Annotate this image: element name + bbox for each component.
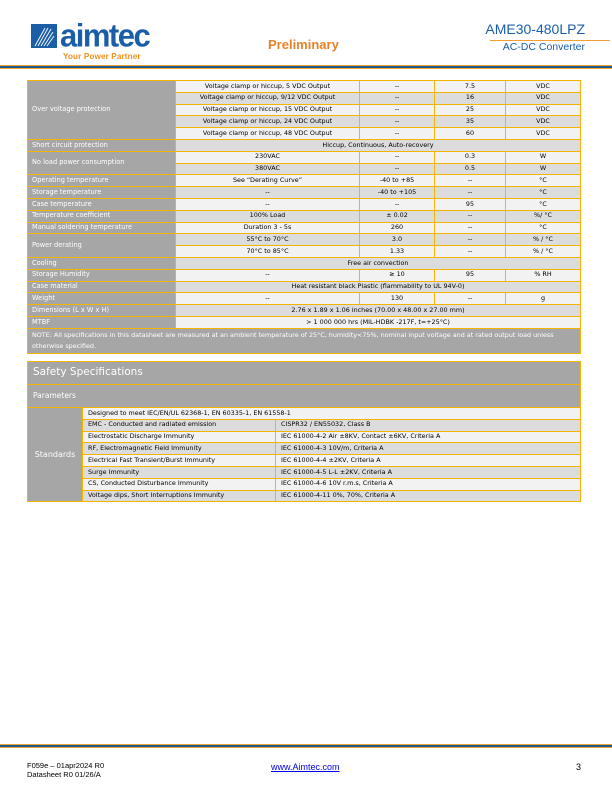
unit-cell: % / °C: [506, 234, 581, 246]
table-row: [28, 385, 581, 408]
row-label: Manual soldering temperature: [28, 222, 176, 234]
table-row: [28, 431, 581, 443]
table-row: [28, 81, 581, 93]
unit-cell: W: [506, 151, 581, 163]
aimtec-logo: [31, 17, 161, 64]
condition-cell: Voltage clamp or hiccup, 48 VDC Output: [176, 128, 360, 140]
value-cell: --: [360, 104, 435, 116]
condition-cell: Voltage clamp or hiccup, 15 VDC Output: [176, 104, 360, 116]
unit-cell: VDC: [506, 104, 581, 116]
value-cell: 3.0: [360, 234, 435, 246]
table-row: [28, 222, 581, 234]
parameters-header: Parameters: [28, 385, 581, 408]
row-label: Weight: [28, 293, 176, 305]
value-cell: 260: [360, 222, 435, 234]
value-cell: Free air convection: [176, 257, 581, 269]
table-row: [28, 139, 581, 151]
row-label: MTBF: [28, 316, 176, 328]
row-label: Storage Humidity: [28, 269, 176, 281]
value-cell: --: [360, 198, 435, 210]
row-label: Dimensions (L x W x H): [28, 305, 176, 317]
value-cell: Hiccup, Continuous, Auto-recovery: [176, 139, 581, 151]
condition-cell: 100% Load: [176, 210, 360, 222]
unit-cell: % / °C: [506, 246, 581, 258]
value-cell: ≥ 10: [360, 269, 435, 281]
table-row: [28, 175, 581, 187]
logo-tagline: Your Power Partner: [63, 52, 141, 61]
table-row: [28, 478, 581, 490]
table-row: [28, 490, 581, 502]
header-divider: [0, 65, 612, 69]
condition-cell: 230VAC: [176, 151, 360, 163]
standard-value: CISPR32 / EN55032, Class B: [276, 419, 581, 431]
standard-item: Electrostatic Discharge Immunity: [83, 431, 276, 443]
value-cell: --: [435, 246, 506, 258]
value-cell: 60: [435, 128, 506, 140]
table-row: [28, 198, 581, 210]
condition-cell: Voltage clamp or hiccup, 9/12 VDC Output: [176, 92, 360, 104]
value-cell: --: [435, 222, 506, 234]
document-codes: [27, 762, 104, 779]
table-row: [28, 187, 581, 199]
value-cell: 16: [435, 92, 506, 104]
unit-cell: °C: [506, 198, 581, 210]
general-specifications-table: [27, 80, 581, 354]
footer-divider: [0, 744, 612, 748]
page-number: 3: [576, 762, 582, 772]
table-row: [28, 408, 581, 420]
row-label: Over voltage protection: [28, 81, 176, 140]
row-label: Storage temperature: [28, 187, 176, 199]
condition-cell: 70°C to 85°C: [176, 246, 360, 258]
unit-cell: °C: [506, 187, 581, 199]
value-cell: -40 to +105: [360, 187, 435, 199]
unit-cell: °C: [506, 175, 581, 187]
condition-cell: See “Derating Curve”: [176, 175, 360, 187]
value-cell: -40 to +85: [360, 175, 435, 187]
table-row: [28, 210, 581, 222]
unit-cell: VDC: [506, 81, 581, 93]
condition-cell: 380VAC: [176, 163, 360, 175]
table-row: [28, 419, 581, 431]
value-cell: 35: [435, 116, 506, 128]
row-label: Short circuit protection: [28, 139, 176, 151]
table-row: [28, 281, 581, 293]
document-status: Preliminary: [268, 37, 339, 52]
logo-mark-icon: [31, 24, 57, 48]
unit-cell: W: [506, 163, 581, 175]
standard-value: IEC 61000-4-6 10V r.m.s, Criteria A: [276, 478, 581, 490]
value-cell: > 1 000 000 hrs (MIL-HDBK -217F, t=+25°C): [176, 316, 581, 328]
value-cell: --: [435, 293, 506, 305]
condition-cell: Voltage clamp or hiccup, 24 VDC Output: [176, 116, 360, 128]
value-cell: --: [360, 163, 435, 175]
table-row: [28, 328, 581, 353]
standard-value: IEC 61000-4-2 Air ±8KV, Contact ±6KV, Criteria A: [276, 431, 581, 443]
designed-to-cell: Designed to meet IEC/EN/UL 62368-1, EN 60335-1, EN 61558-1: [83, 408, 581, 420]
value-cell: --: [435, 175, 506, 187]
row-label: No load power consumption: [28, 151, 176, 175]
unit-cell: VDC: [506, 92, 581, 104]
value-cell: 7.5: [435, 81, 506, 93]
value-cell: --: [435, 187, 506, 199]
standard-value: IEC 61000-4-3 10V/m, Criteria A: [276, 443, 581, 455]
value-cell: 0.3: [435, 151, 506, 163]
row-label: Operating temperature: [28, 175, 176, 187]
datasheet-revision: Datasheet R0 01/26/A: [27, 769, 101, 779]
table-row: [28, 466, 581, 478]
table-row: [28, 269, 581, 281]
value-cell: 1.33: [360, 246, 435, 258]
standard-item: Electrical Fast Transient/Burst Immunity: [83, 455, 276, 467]
row-label: Case material: [28, 281, 176, 293]
page-header: [0, 0, 612, 70]
condition-cell: --: [176, 198, 360, 210]
table-row: [28, 443, 581, 455]
standard-value: IEC 61000-4-4 ±2KV, Criteria A: [276, 455, 581, 467]
spec-note: NOTE: All specifications in this datasheet are measured at an ambient temperature of 25°C, humidity<75%, nominal input voltage and at rated output load unless otherwise specified.: [28, 328, 581, 353]
standard-item: CS, Conducted Disturbance Immunity: [83, 478, 276, 490]
standard-item: RF, Electromagnetic Field Immunity: [83, 443, 276, 455]
unit-cell: % RH: [506, 269, 581, 281]
logo-wordmark: aimtec: [60, 17, 150, 54]
value-cell: ± 0.02: [360, 210, 435, 222]
value-cell: --: [360, 92, 435, 104]
value-cell: Heat resistant black Plastic (flammability to UL 94V-0): [176, 281, 581, 293]
row-label: Case temperature: [28, 198, 176, 210]
table-row: [28, 305, 581, 317]
condition-cell: 55°C to 70°C: [176, 234, 360, 246]
value-cell: --: [360, 151, 435, 163]
table-row: [28, 234, 581, 246]
value-cell: 0.5: [435, 163, 506, 175]
table-row: [28, 316, 581, 328]
condition-cell: Voltage clamp or hiccup, 5 VDC Output: [176, 81, 360, 93]
standard-item: Voltage dips, Short Interruptions Immunity: [83, 490, 276, 502]
website-link[interactable]: www.Aimtec.com: [271, 762, 340, 772]
unit-cell: g: [506, 293, 581, 305]
row-label: Power derating: [28, 234, 176, 258]
standard-item: Surge Immunity: [83, 466, 276, 478]
safety-specifications-table: [27, 361, 581, 502]
value-cell: 25: [435, 104, 506, 116]
unit-cell: VDC: [506, 116, 581, 128]
value-cell: 130: [360, 293, 435, 305]
value-cell: --: [435, 210, 506, 222]
table-row: [28, 362, 581, 385]
unit-cell: %/ °C: [506, 210, 581, 222]
table-row: [28, 151, 581, 163]
standard-item: EMC - Conducted and radiated emission: [83, 419, 276, 431]
value-cell: --: [360, 81, 435, 93]
value-cell: --: [360, 128, 435, 140]
value-cell: 2.76 x 1.89 x 1.06 inches (70.00 x 48.00 x 27.00 mm): [176, 305, 581, 317]
condition-cell: --: [176, 187, 360, 199]
row-label: Temperature coefficient: [28, 210, 176, 222]
form-code: F059e – 01apr2024 R0: [27, 761, 105, 770]
standard-value: IEC 61000-4-11 0%, 70%, Criteria A: [276, 490, 581, 502]
model-number: AME30-480LPZ: [485, 21, 585, 37]
product-subtitle: AC-DC Converter: [502, 41, 585, 53]
unit-cell: VDC: [506, 128, 581, 140]
condition-cell: --: [176, 269, 360, 281]
condition-cell: --: [176, 293, 360, 305]
table-row: [28, 257, 581, 269]
row-label: Cooling: [28, 257, 176, 269]
value-cell: --: [435, 234, 506, 246]
value-cell: 95: [435, 198, 506, 210]
condition-cell: Duration 3 - 5s: [176, 222, 360, 234]
value-cell: 95: [435, 269, 506, 281]
table-row: [28, 293, 581, 305]
standards-label: Standards: [28, 408, 83, 502]
unit-cell: °C: [506, 222, 581, 234]
table-row: [28, 455, 581, 467]
standard-value: IEC 61000-4-5 L-L ±2KV, Criteria A: [276, 466, 581, 478]
section-title: Safety Specifications: [28, 362, 581, 385]
value-cell: --: [360, 116, 435, 128]
